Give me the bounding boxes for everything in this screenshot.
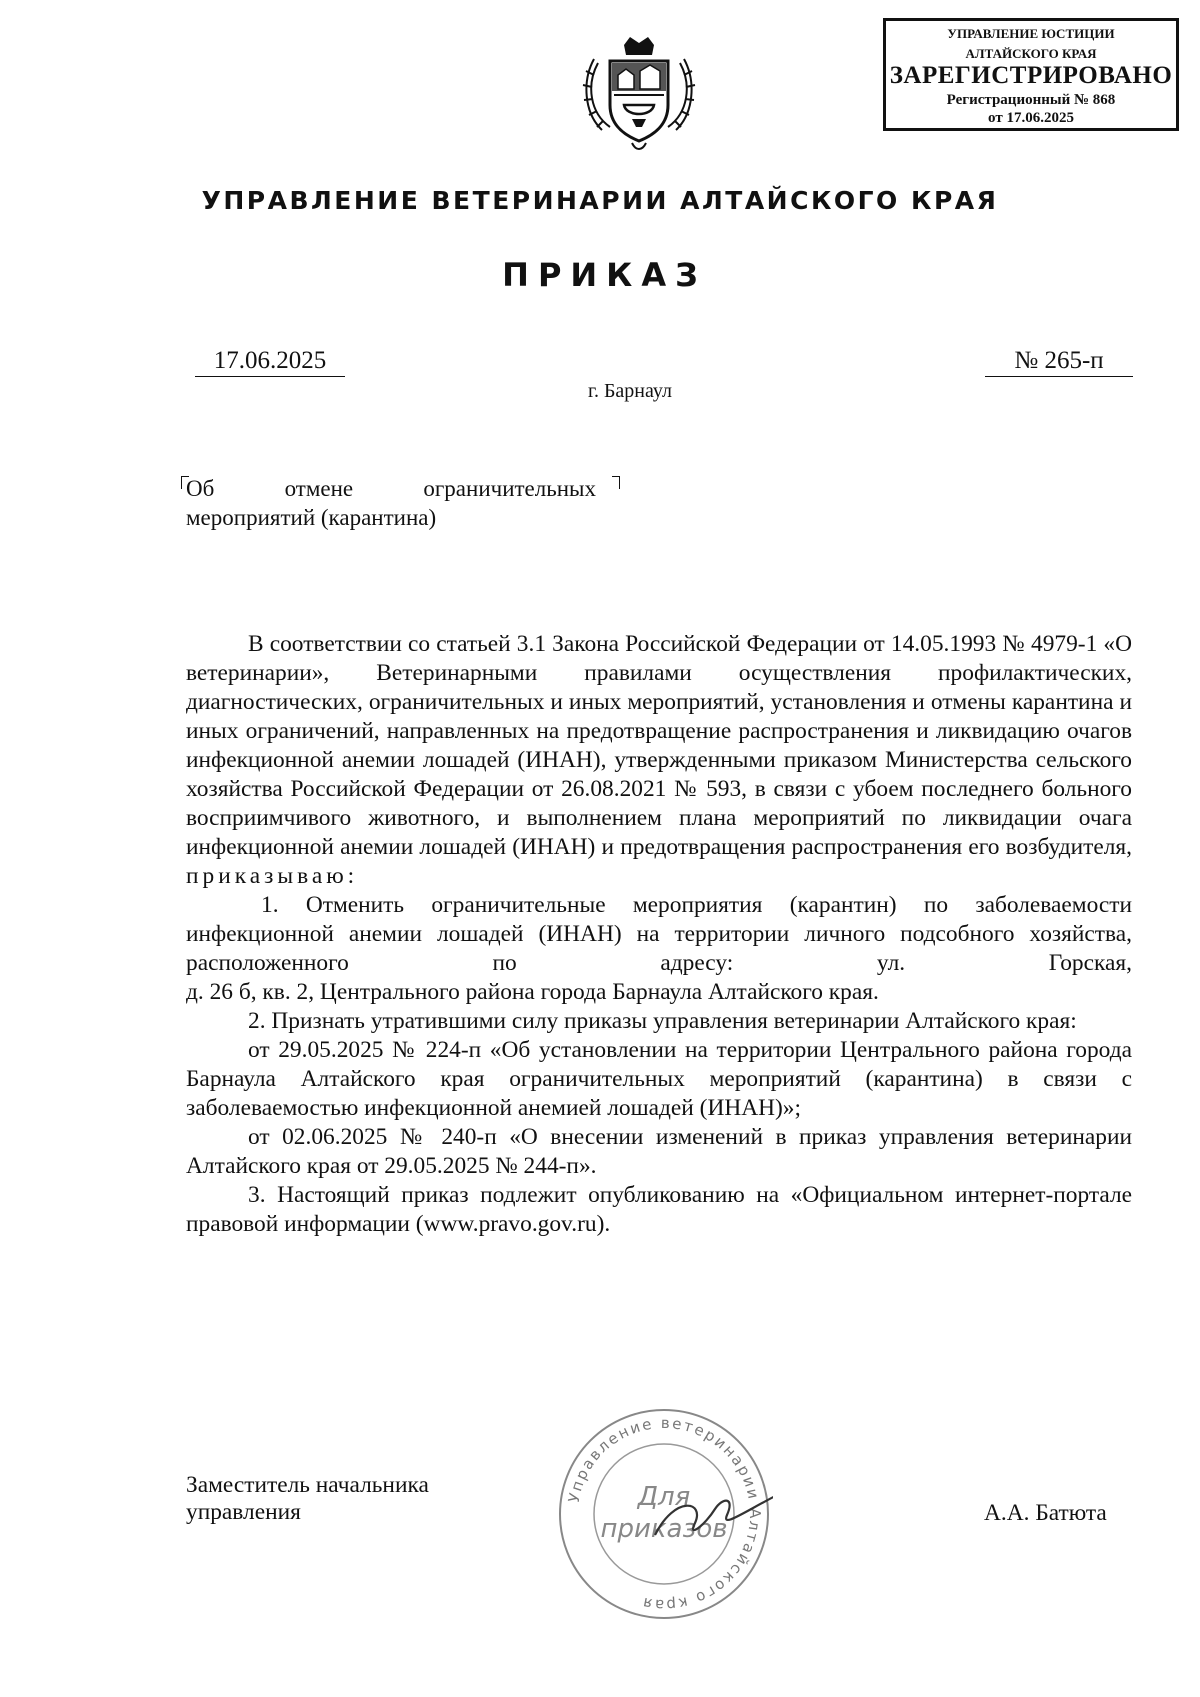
stamp-status: ЗАРЕГИСТРИРОВАНО (889, 62, 1173, 89)
document-city: г. Барнаул (588, 380, 672, 402)
intro-text: В соответствии со статьей 3.1 Закона Российской Федерации от 14.05.1993 № 4979-1 «О ветеринарии», Ветеринарными правилами осуществления профилактических, диагностических, ограничительных и иных мероприятий, установления и отмены карантина и иных ограничений, направленных на предотвращение распространения и ликвидацию очагов инфекционной анемии лошадей (ИНАН), утвержденными приказом Министерства сельского хозяйства Российской Федерации от 26.08.2021 № 593, в связи с убоем последнего больного восприимчивого животного, и выполнением плана мероприятий по ликвидации очага инфекционной анемии лошадей (ИНАН) и предотвращения распространения его возбудителя, (186, 631, 1132, 860)
item-2-sub-2: от 02.06.2025 № 240-п «О внесении изменений в приказ управления ветеринарии Алтайского края от 29.05.2025 № 244-п». (186, 1124, 1132, 1179)
signatory-position (186, 1472, 429, 1526)
item-1-cont: д. 26 б, кв. 2, Центрального района города Барнаула Алтайского края. (186, 979, 879, 1005)
item-1: 1. Отменить ограничительные мероприятия (карантин) по заболеваемости инфекционной анемии лошадей (ИНАН) на территории личного подсобного хозяйства, расположенного по адресу: ул. Горская, (186, 892, 1132, 976)
subject-line1: Об отмене ограничительных (186, 476, 596, 501)
document-subject (186, 474, 596, 532)
signatory-position-line1: Заместитель начальника (186, 1472, 429, 1498)
document-date: 17.06.2025 (195, 345, 345, 377)
item-2: 2. Признать утратившими силу приказы управления ветеринарии Алтайского края: (248, 1008, 1077, 1034)
stamp-authority-line1: УПРАВЛЕНИЕ ЮСТИЦИИ (947, 26, 1115, 41)
signatory-name: А.А. Батюта (984, 1500, 1107, 1526)
official-seal (555, 1405, 773, 1623)
seal-ring-text: Управление ветеринарии Алтайского края (564, 1413, 765, 1615)
body-intro (186, 630, 1132, 891)
subject-bracket-right (612, 476, 620, 489)
agency-name: УПРАВЛЕНИЕ ВЕТЕРИНАРИИ АЛТАЙСКОГО КРАЯ (201, 186, 999, 215)
stamp-authority-line2: АЛТАЙСКОГО КРАЯ (965, 46, 1097, 61)
seal-center-line2: приказов (600, 1514, 728, 1544)
stamp-reg-date: от 17.06.2025 (988, 110, 1074, 126)
stamp-reg-number: Регистрационный № 868 (946, 92, 1116, 108)
item-2-sub-1: от 29.05.2025 № 224-п «Об установлении на территории Центрального района города Барнаула Алтайского края ограничительных мероприятий (карантина) в связи с заболеваемостью инфекционной анемией лошадей (ИНАН)»; (186, 1037, 1132, 1121)
order-word: приказываю: (186, 863, 359, 889)
document-type: ПРИКАЗ (502, 256, 707, 294)
coat-of-arms-icon (580, 35, 698, 157)
document-number: № 265-п (985, 345, 1133, 377)
item-3: 3. Настоящий приказ подлежит опубликованию на «Официальном интернет-портале правовой информации (www.pravo.gov.ru). (186, 1182, 1132, 1237)
signatory-position-line2: управления (186, 1499, 301, 1525)
document-body (186, 630, 1132, 1239)
registration-stamp (883, 18, 1179, 131)
seal-center-line1: Для (637, 1482, 691, 1512)
subject-line2: мероприятий (карантина) (186, 505, 437, 530)
